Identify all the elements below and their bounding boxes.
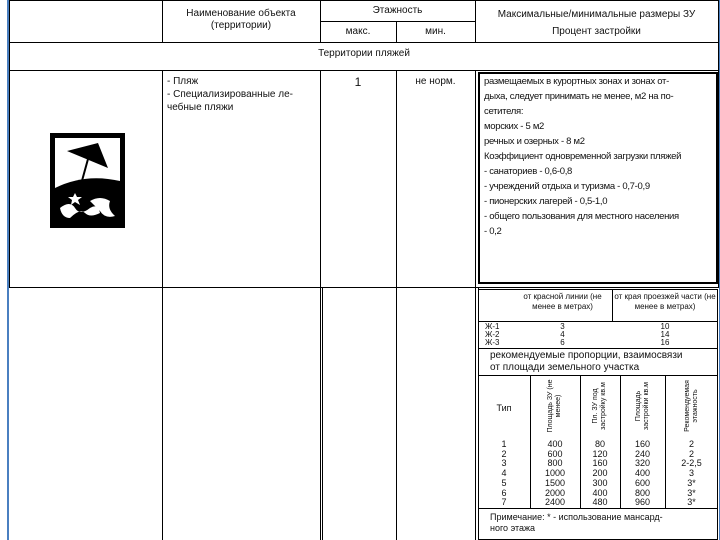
description-line: размещаемых в курортных зонах и зонах от- [484,76,669,87]
description-line: морских - 5 м2 [484,121,545,132]
cell: 5 [501,477,507,488]
object-name: - Специализированные ле- [167,89,293,100]
cell: 2 [501,448,507,459]
cell: 200 [592,468,608,479]
setback-red-line: 6 [560,338,565,347]
rule [396,70,397,540]
cell: 600 [634,477,651,488]
border [9,0,10,287]
proportions-title: рекомендуемые пропорции, взаимосвязи [490,350,683,361]
col-header: Площадь ЗУ (не менее) [547,379,562,433]
header-sizes: Максимальные/минимальные размеры ЗУ [497,9,696,20]
section-title: Территории пляжей [318,48,410,59]
cell: 3 [501,458,507,469]
setback-zone: Ж-1 [485,322,500,331]
rule [9,287,719,288]
cell: 3 [688,468,694,479]
description-line: - санаториев - 0,6-0,8 [484,166,573,177]
note: Примечание: * - использование мансард- [490,512,663,522]
rule [322,287,323,540]
cell: 80 [594,439,605,449]
cell: 800 [634,487,651,498]
setback-roadway: 10 [660,322,670,331]
col-header: Пл. ЗУ под застройку кв.м [592,382,607,430]
rule [320,21,475,22]
header-min: мин. [425,26,446,37]
cell: 800 [547,458,563,469]
cell: 320 [634,458,651,469]
description-line: - общего пользования для местного населения [484,211,679,222]
rule [478,321,718,322]
description-line: Коэффициент одновременной загрузки пляжей [484,151,682,162]
cell: 240 [634,448,651,459]
cell: 2 [688,439,694,449]
proportions-title: от площади земельного участка [490,362,640,373]
cell: 300 [592,477,608,488]
setback-roadway: 16 [660,338,670,347]
col-header: Тип [496,403,512,413]
setback-header: от красной линии (не менее в метрах) [523,292,602,311]
rule [162,70,163,540]
cell: 600 [547,448,563,459]
cell: 2-2,5 [681,458,702,469]
description-line: - учреждений отдыха и туризма - 0,7-0,9 [484,181,650,192]
cell: 120 [592,448,608,459]
cell: 2400 [544,497,566,508]
cell: 1000 [544,468,566,479]
cell: 400 [592,487,608,498]
setback-red-line: 4 [560,330,565,339]
rule [478,508,718,509]
cell: 400 [634,468,651,479]
setback-roadway: 14 [660,330,670,339]
description-line: дыха, следует принимать не менее, м2 на по- [484,91,674,102]
col-header: Рекомендуемая этажность [683,380,699,432]
cell: 400 [547,439,563,449]
rule [9,0,719,1]
cell: 160 [634,439,651,449]
cell: 2000 [544,487,566,498]
rule [478,375,718,376]
rule [320,70,321,540]
cell: 960 [634,497,651,508]
cell: 480 [592,497,608,508]
header-max: макс. [345,26,371,37]
cell: 2 [688,448,694,459]
description-line: - пионерских лагерей - 0,5-1,0 [484,196,608,207]
description-line: речных и озерных - 8 м2 [484,136,585,147]
rule [475,70,476,540]
setback-red-line: 3 [560,322,565,331]
setback-zone: Ж-2 [485,330,500,339]
header-name: Наименование объекта (территории) [186,8,296,31]
description-box [478,72,718,284]
header-floors: Этажность [372,5,423,16]
rule [9,70,719,71]
description-line: сетителя: [484,106,524,117]
rule [478,348,718,349]
min-floors: не норм. [415,76,456,87]
note: ного этажа [490,523,536,533]
rule [9,42,719,43]
cell: 7 [501,497,507,508]
cell: 3* [687,487,696,498]
cell: 4 [501,468,507,479]
object-name: - Пляж [167,76,199,87]
max-floors: 1 [354,75,362,89]
col-header: Площадь застройки кв.м [634,382,650,430]
cell: 3* [687,477,696,488]
cell: 1500 [544,477,566,488]
setback-header: от края проезжей части (не менее в метрах) [614,292,716,311]
object-name: чебные пляжи [167,102,234,113]
cell: 3* [687,497,696,508]
cell: 1 [501,439,507,449]
description-line: - 0,2 [484,226,502,237]
beach-icon [50,133,125,228]
cell: 6 [501,487,507,498]
header-percent: Процент застройки [552,26,641,37]
cell: 160 [592,458,608,469]
setback-zone: Ж-3 [485,338,500,347]
